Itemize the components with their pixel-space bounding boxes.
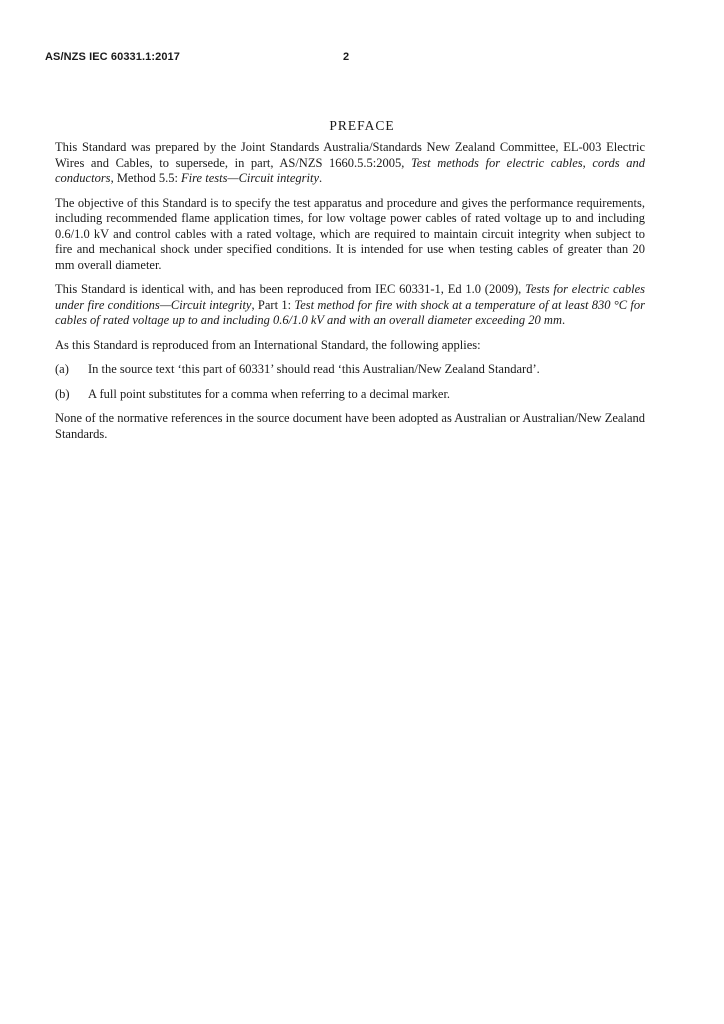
- paragraph-text: , Method 5.5:: [110, 171, 182, 185]
- paragraph-text: .: [319, 171, 323, 185]
- page-number: 2: [343, 51, 350, 63]
- preface-body: [55, 140, 645, 451]
- paragraph-objective: The objective of this Standard is to specify the test apparatus and procedure and gives the performance requirements, including recommended flame application times, for low voltage power cables of rated voltage up to and including 0.6/1.0 kV and control cables with a rated voltage, which are required to maintain circuit integrity when subject to fire and mechanical shock under specified conditions. It is intended for use when testing cables of greater than 20 mm overall diameter.: [55, 195, 645, 272]
- paragraph-text: .: [561, 313, 566, 327]
- list-item-label: (a): [55, 362, 69, 376]
- paragraph-italic-title: Test method for fire with shock at a temperature of at least 830 °C for cables of rated voltage up to and including 0.6/1.0 kV and with an overall diameter exceeding 20 mm: [55, 297, 646, 327]
- list-item-text: In the source text ‘this part of 60331’ should read ‘this Australian/New Zealand Standard’.: [88, 362, 540, 376]
- list-item-label: (b): [55, 386, 70, 401]
- standard-code: AS/NZS IEC 60331.1:2017: [45, 51, 180, 63]
- paragraph-committee: [55, 140, 645, 187]
- section-title: PREFACE: [329, 118, 395, 133]
- paragraph-italic-title: Test methods for electric cables, cords and conductors: [55, 155, 645, 185]
- paragraph-applies: As this Standard is reproduced from an International Standard, the following applies:: [55, 337, 481, 352]
- page-header: [45, 51, 685, 67]
- paragraph-text: , Part 1:: [251, 297, 295, 312]
- paragraph-text: This Standard is identical with, and has been reproduced from IEC 60331-1, Ed 1.0 (2009),: [55, 282, 526, 296]
- list-item-text: A full point substitutes for a comma when referring to a decimal marker.: [88, 386, 451, 401]
- list-item: [55, 387, 645, 403]
- paragraph-identical: [55, 282, 645, 329]
- list-item: [55, 362, 645, 378]
- paragraph-italic-title: Fire tests—Circuit integrity: [181, 171, 319, 185]
- paragraph-text: This Standard was prepared by the Joint Standards Australia/Standards New Zealand Committee, EL-003 Electric Wires and Cables, to supersede, in part, AS/NZS 1660.5.5:2005,: [55, 140, 645, 170]
- paragraph-normative: None of the normative references in the source document have been adopted as Australian or Australian/New Zealand Standards.: [55, 411, 645, 441]
- paragraph-italic-title: Tests for electric cables under fire conditions—Circuit integrity: [55, 282, 645, 312]
